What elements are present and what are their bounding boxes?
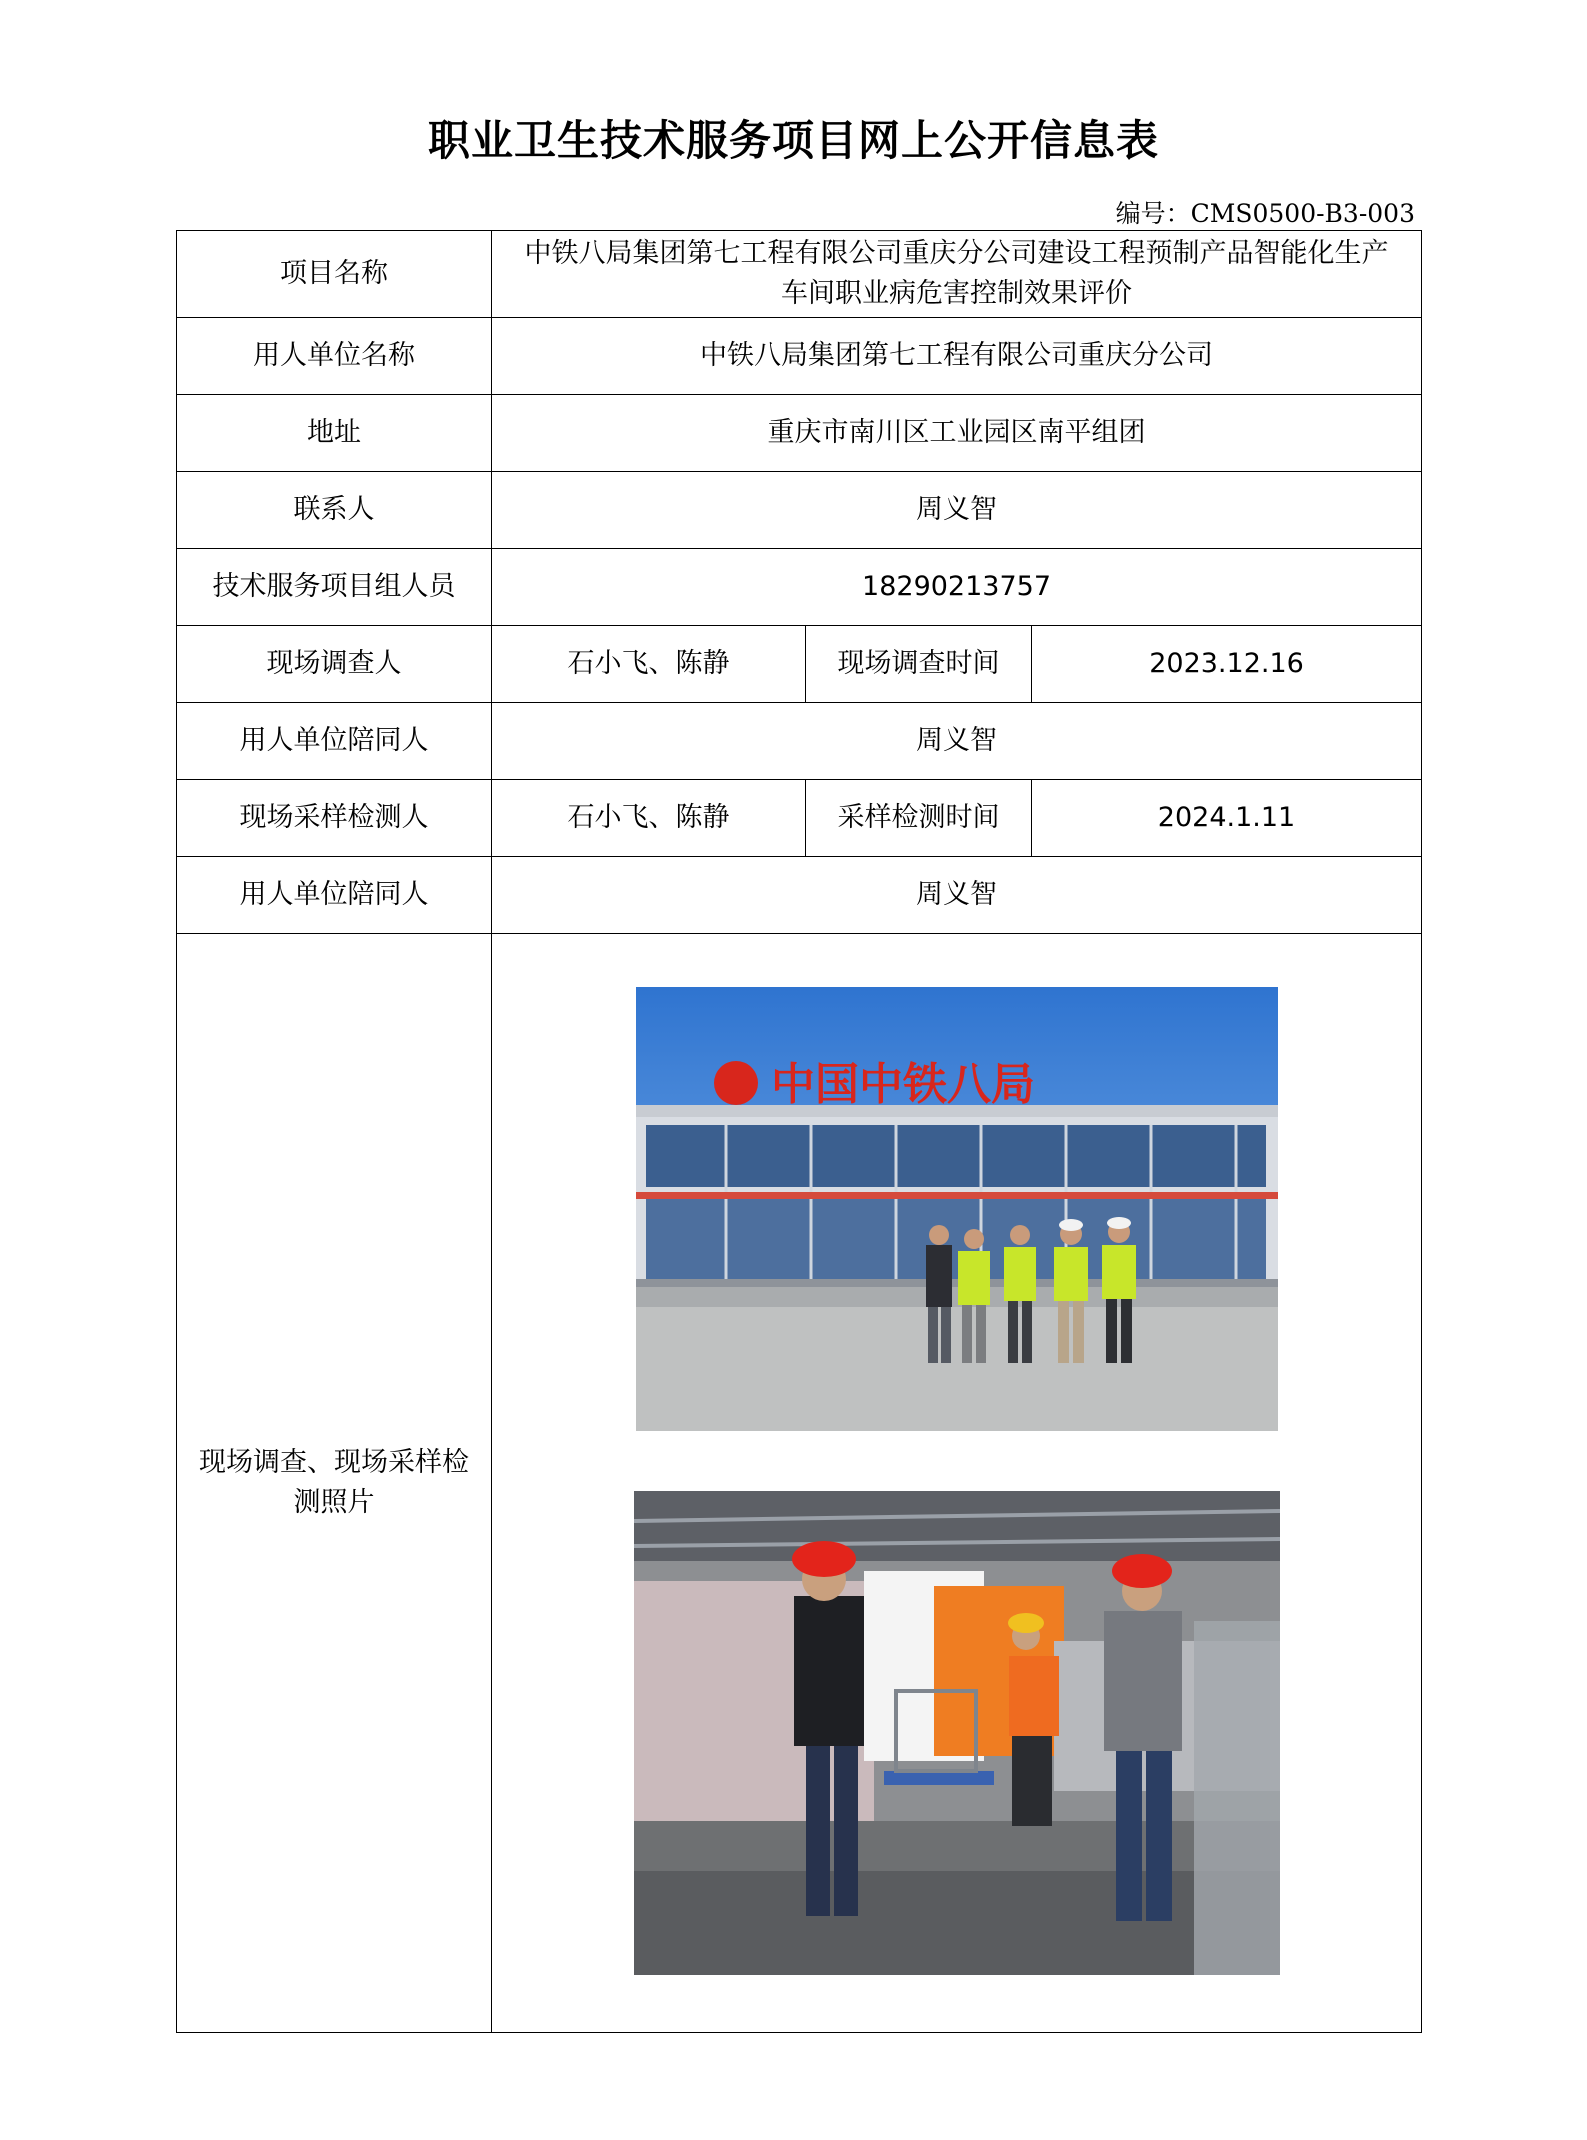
- row-contact: [177, 472, 1422, 549]
- document-code: 编号：CMS0500-B3-003: [1115, 199, 1415, 228]
- employer-name-value: 中铁八局集团第七工程有限公司重庆分公司: [492, 318, 1422, 395]
- escort-1-label: 用人单位陪同人: [177, 703, 492, 780]
- project-name-value: 中铁八局集团第七工程有限公司重庆分公司建设工程预制产品智能化生产车间职业病危害控制效果评价: [492, 231, 1422, 318]
- site-survey-label: 现场调查人: [177, 626, 492, 703]
- row-address: [177, 395, 1422, 472]
- site-survey-value: 石小飞、陈静: [492, 626, 806, 703]
- sampling-value: 石小飞、陈静: [492, 780, 806, 857]
- site-survey-photo: [636, 987, 1278, 1431]
- info-table: [176, 230, 1422, 2033]
- team-members-label: 技术服务项目组人员: [177, 549, 492, 626]
- escort-1-value: 周义智: [492, 703, 1422, 780]
- escort-2-value: 周义智: [492, 857, 1422, 934]
- site-survey-time-label: 现场调查时间: [806, 626, 1032, 703]
- photos-cell: [492, 934, 1422, 2033]
- escort-2-label: 用人单位陪同人: [177, 857, 492, 934]
- sampling-photo: [634, 1491, 1280, 1975]
- row-employer-name: [177, 318, 1422, 395]
- row-project-name: [177, 231, 1422, 318]
- employer-name-label: 用人单位名称: [177, 318, 492, 395]
- row-escort-1: [177, 703, 1422, 780]
- row-escort-2: [177, 857, 1422, 934]
- site-survey-time-value: 2023.12.16: [1032, 626, 1422, 703]
- row-sampling: [177, 780, 1422, 857]
- row-team-members: [177, 549, 1422, 626]
- project-name-label: 项目名称: [177, 231, 492, 318]
- page-title: 职业卫生技术服务项目网上公开信息表: [427, 116, 1159, 165]
- building-sign-text: 中国中铁八局: [770, 1059, 1035, 1110]
- address-value: 重庆市南川区工业园区南平组团: [492, 395, 1422, 472]
- photos-label: 现场调查、现场采样检测照片: [177, 934, 492, 2033]
- sampling-label: 现场采样检测人: [177, 780, 492, 857]
- sampling-time-label: 采样检测时间: [806, 780, 1032, 857]
- contact-value: 周义智: [492, 472, 1422, 549]
- contact-label: 联系人: [177, 472, 492, 549]
- row-photos: [177, 934, 1422, 2033]
- row-site-survey: [177, 626, 1422, 703]
- sampling-time-value: 2024.1.11: [1032, 780, 1422, 857]
- address-label: 地址: [177, 395, 492, 472]
- team-members-value: 18290213757: [492, 549, 1422, 626]
